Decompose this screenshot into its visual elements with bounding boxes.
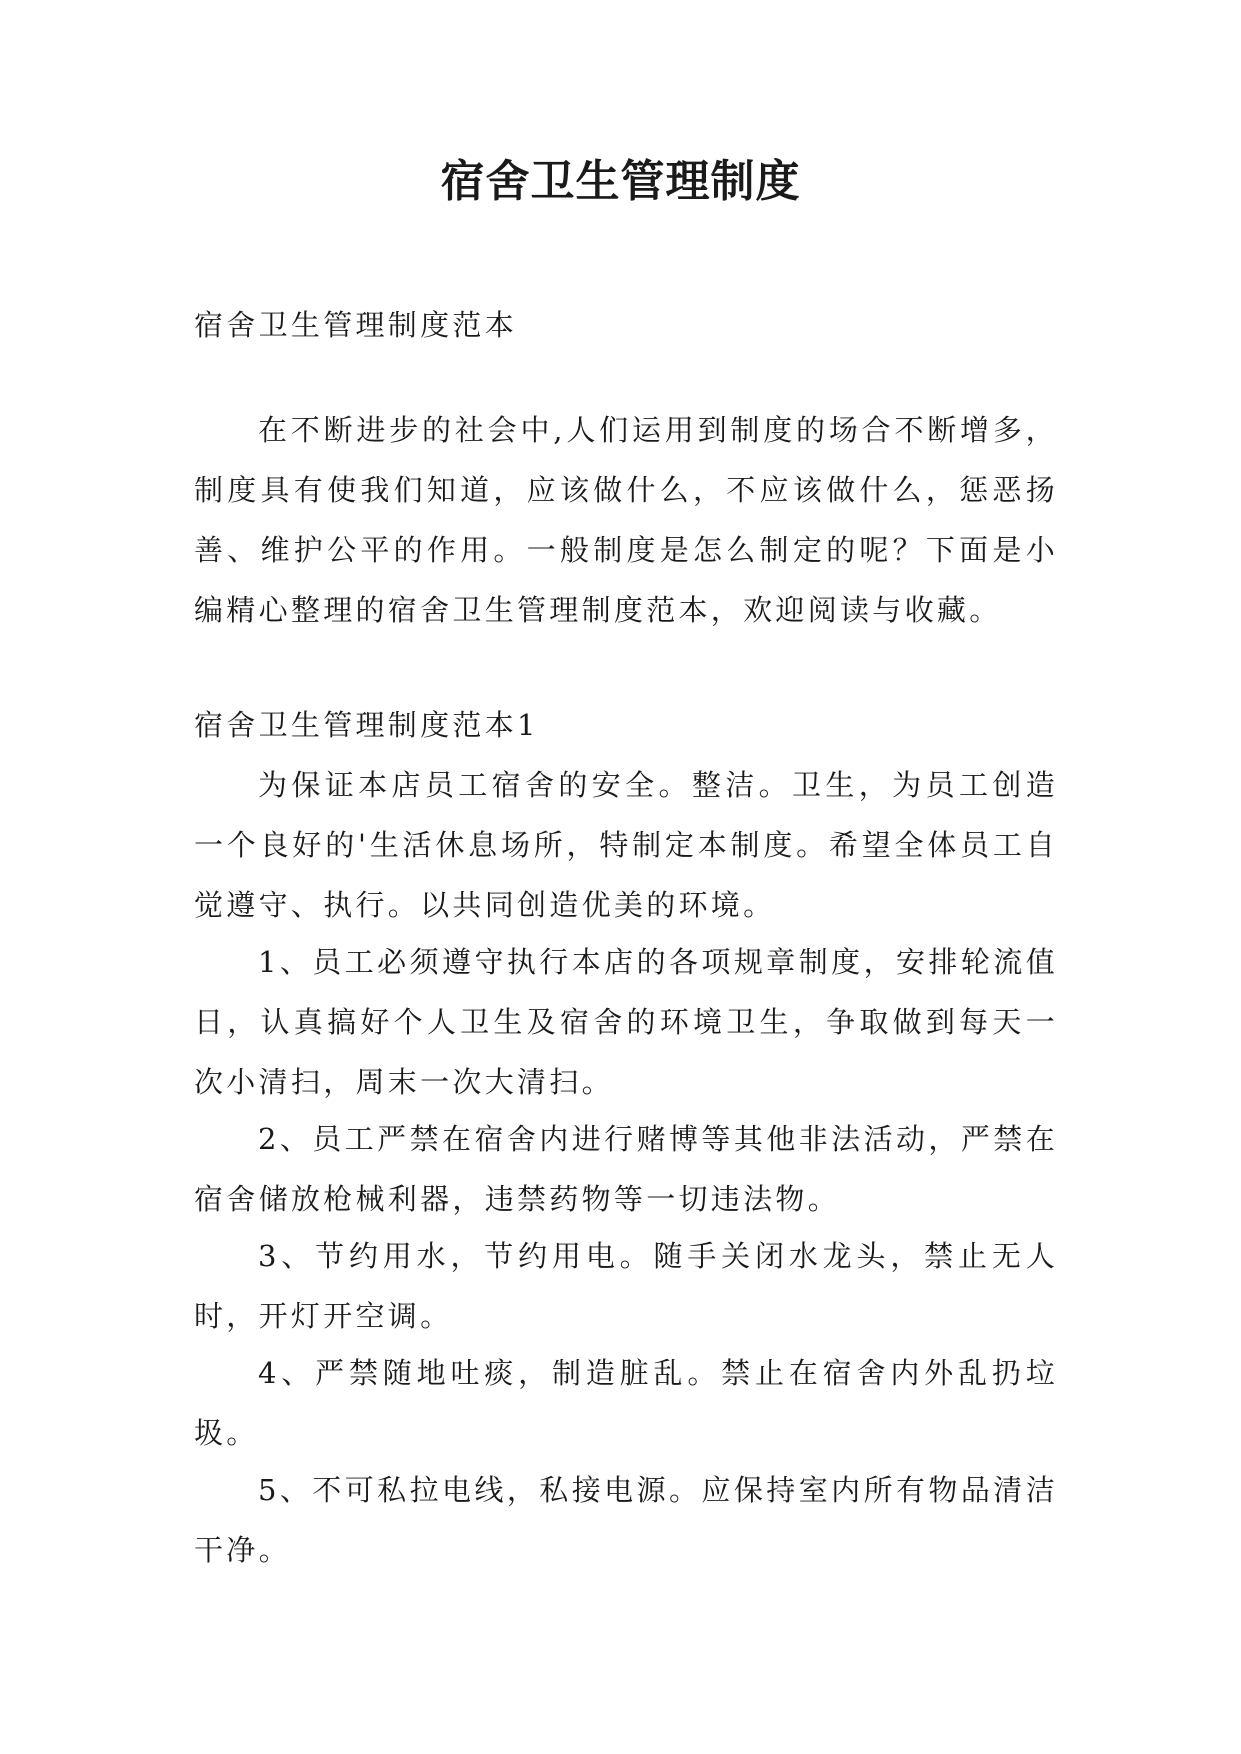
- section-heading: 宿舍卫生管理制度范本1: [194, 708, 539, 742]
- rule-item-1: 1、员工必须遵守执行本店的各项规章制度，安排轮流值日，认真搞好个人卫生及宿舍的环境卫生，争取做到每天一次小清扫，周末一次大清扫。: [194, 945, 1058, 1099]
- section-paragraph: 为保证本店员工宿舍的安全。整洁。卫生，为员工创造一个良好的'生活休息场所，特制定本制度。希望全体员工自觉遵守、执行。以共同创造优美的环境。: [194, 768, 1058, 922]
- rule-item-3: 3、节约用水，节约用电。随手关闭水龙头，禁止无人时，开灯开空调。: [194, 1239, 1058, 1333]
- intro-paragraph: 在不断进步的社会中,人们运用到制度的场合不断增多，制度具有使我们知道，应该做什么，不应该做什么，惩恶扬善、维护公平的作用。一般制度是怎么制定的呢？下面是小编精心整理的宿舍卫生管理制度范本，欢迎阅读与收藏。: [194, 413, 1058, 627]
- document-title: 宿舍卫生管理制度: [440, 156, 801, 207]
- rule-item-4: 4、严禁随地吐痰，制造脏乱。禁止在宿舍内外乱扔垃圾。: [194, 1356, 1058, 1450]
- rule-item-5: 5、不可私拉电线，私接电源。应保持室内所有物品清洁干净。: [194, 1473, 1058, 1567]
- document-subtitle: 宿舍卫生管理制度范本: [194, 308, 518, 342]
- rule-item-2: 2、员工严禁在宿舍内进行赌博等其他非法活动，严禁在宿舍储放枪械利器，违禁药物等一切违法物。: [194, 1122, 1058, 1216]
